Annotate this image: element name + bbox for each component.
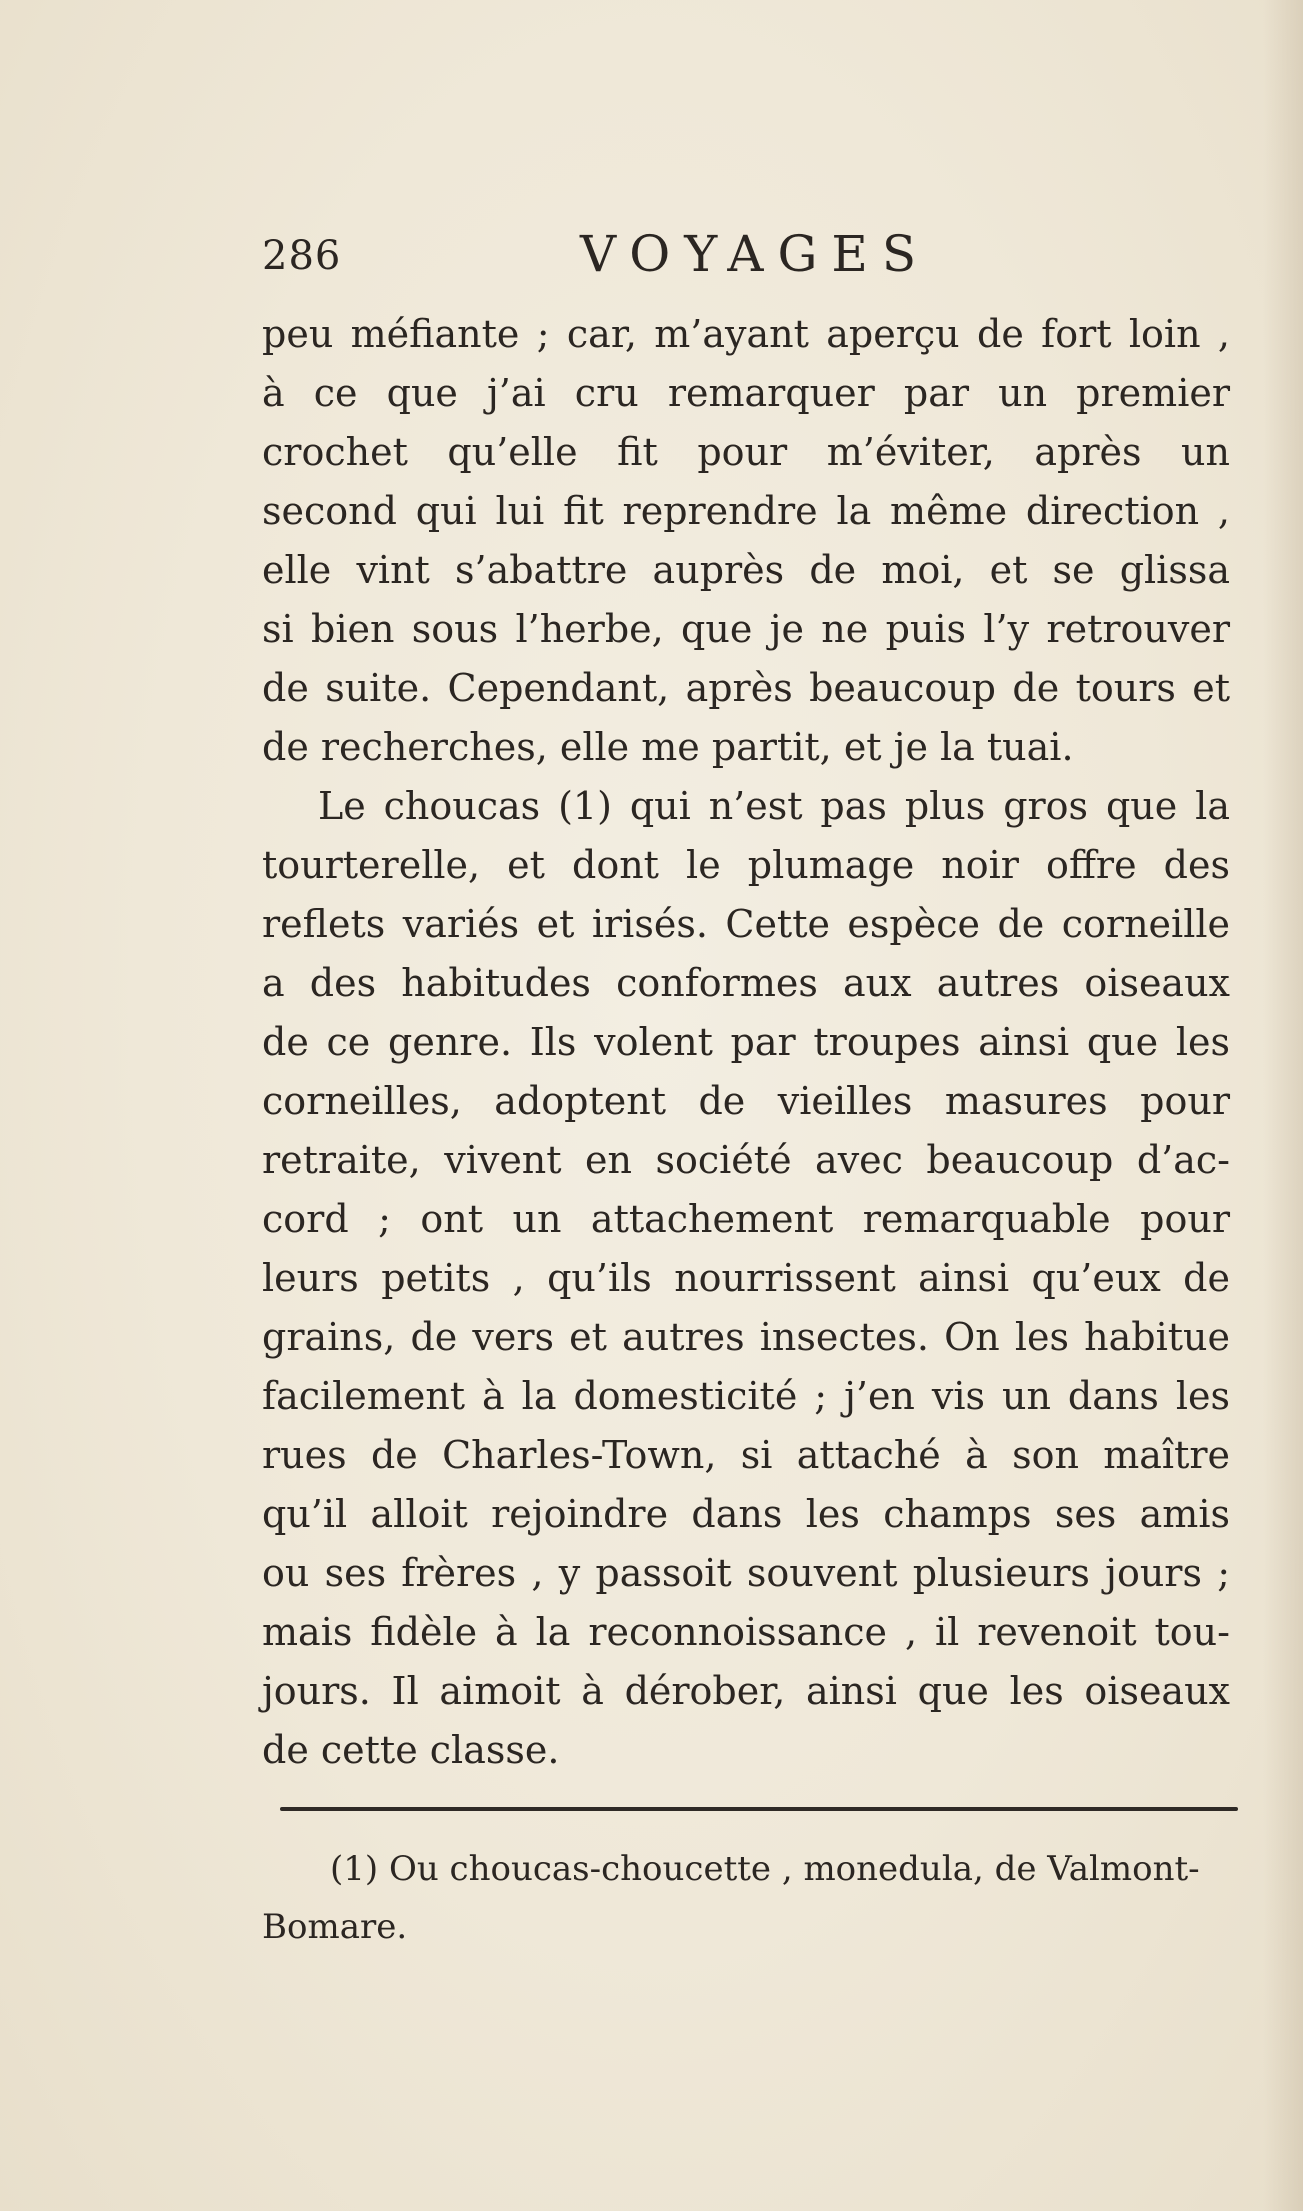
body-text	[262, 305, 1230, 1780]
text-line: tourterelle, et dont le plumage noir offre des	[262, 843, 1230, 887]
text-line: ou ses frères , y passoit souvent plusieurs jours ;	[262, 1551, 1230, 1595]
text-line: a des habitudes conformes aux autres oiseaux	[262, 961, 1230, 1005]
running-title: VOYAGES	[580, 225, 931, 283]
text-line: facilement à la domesticité ; j’en vis un dans les	[262, 1374, 1230, 1418]
text-line: de recherches, elle me partit, et je la tuai.	[262, 725, 1074, 769]
text-line: grains, de vers et autres insectes. On les habitue	[262, 1315, 1230, 1359]
text-line: crochet qu’elle fit pour m’éviter, après un	[262, 430, 1230, 474]
page-number: 286	[262, 233, 342, 279]
footnote-divider	[280, 1807, 1238, 1811]
page-edge-shadow	[1263, 0, 1303, 2211]
text-line: leurs petits , qu’ils nourrissent ainsi qu’eux de	[262, 1256, 1230, 1300]
paragraph-start-line: Le choucas (1) qui n’est pas plus gros que la	[318, 784, 1230, 828]
text-line: de suite. Cependant, après beaucoup de tours et	[262, 666, 1230, 710]
footnote	[262, 1840, 1240, 1956]
text-line: de ce genre. Ils volent par troupes ainsi que les	[262, 1020, 1230, 1064]
text-line: reflets variés et irisés. Cette espèce de corneille	[262, 902, 1230, 946]
text-line: elle vint s’abattre auprès de moi, et se glissa	[262, 548, 1230, 592]
text-line: de cette classe.	[262, 1728, 560, 1772]
footnote-line: (1) Ou choucas-choucette , monedula, de Valmont-	[330, 1849, 1200, 1889]
footnote-line: Bomare.	[262, 1907, 408, 1947]
running-head	[262, 225, 1222, 295]
text-line: si bien sous l’herbe, que je ne puis l’y retrouver	[262, 607, 1230, 651]
text-line: cord ; ont un attachement remarquable pour	[262, 1197, 1230, 1241]
text-line: retraite, vivent en société avec beaucoup d’ac-	[262, 1138, 1230, 1182]
text-line: jours. Il aimoit à dérober, ainsi que les oiseaux	[262, 1669, 1230, 1713]
text-line: qu’il alloit rejoindre dans les champs ses amis	[262, 1492, 1230, 1536]
text-line: mais fidèle à la reconnoissance , il revenoit tou-	[262, 1610, 1230, 1654]
text-line: à ce que j’ai cru remarquer par un premier	[262, 371, 1230, 415]
text-line: rues de Charles-Town, si attaché à son maître	[262, 1433, 1230, 1477]
text-line: second qui lui fit reprendre la même direction ,	[262, 489, 1230, 533]
text-line: corneilles, adoptent de vieilles masures pour	[262, 1079, 1230, 1123]
text-line: peu méfiante ; car, m’ayant aperçu de fort loin ,	[262, 312, 1230, 356]
